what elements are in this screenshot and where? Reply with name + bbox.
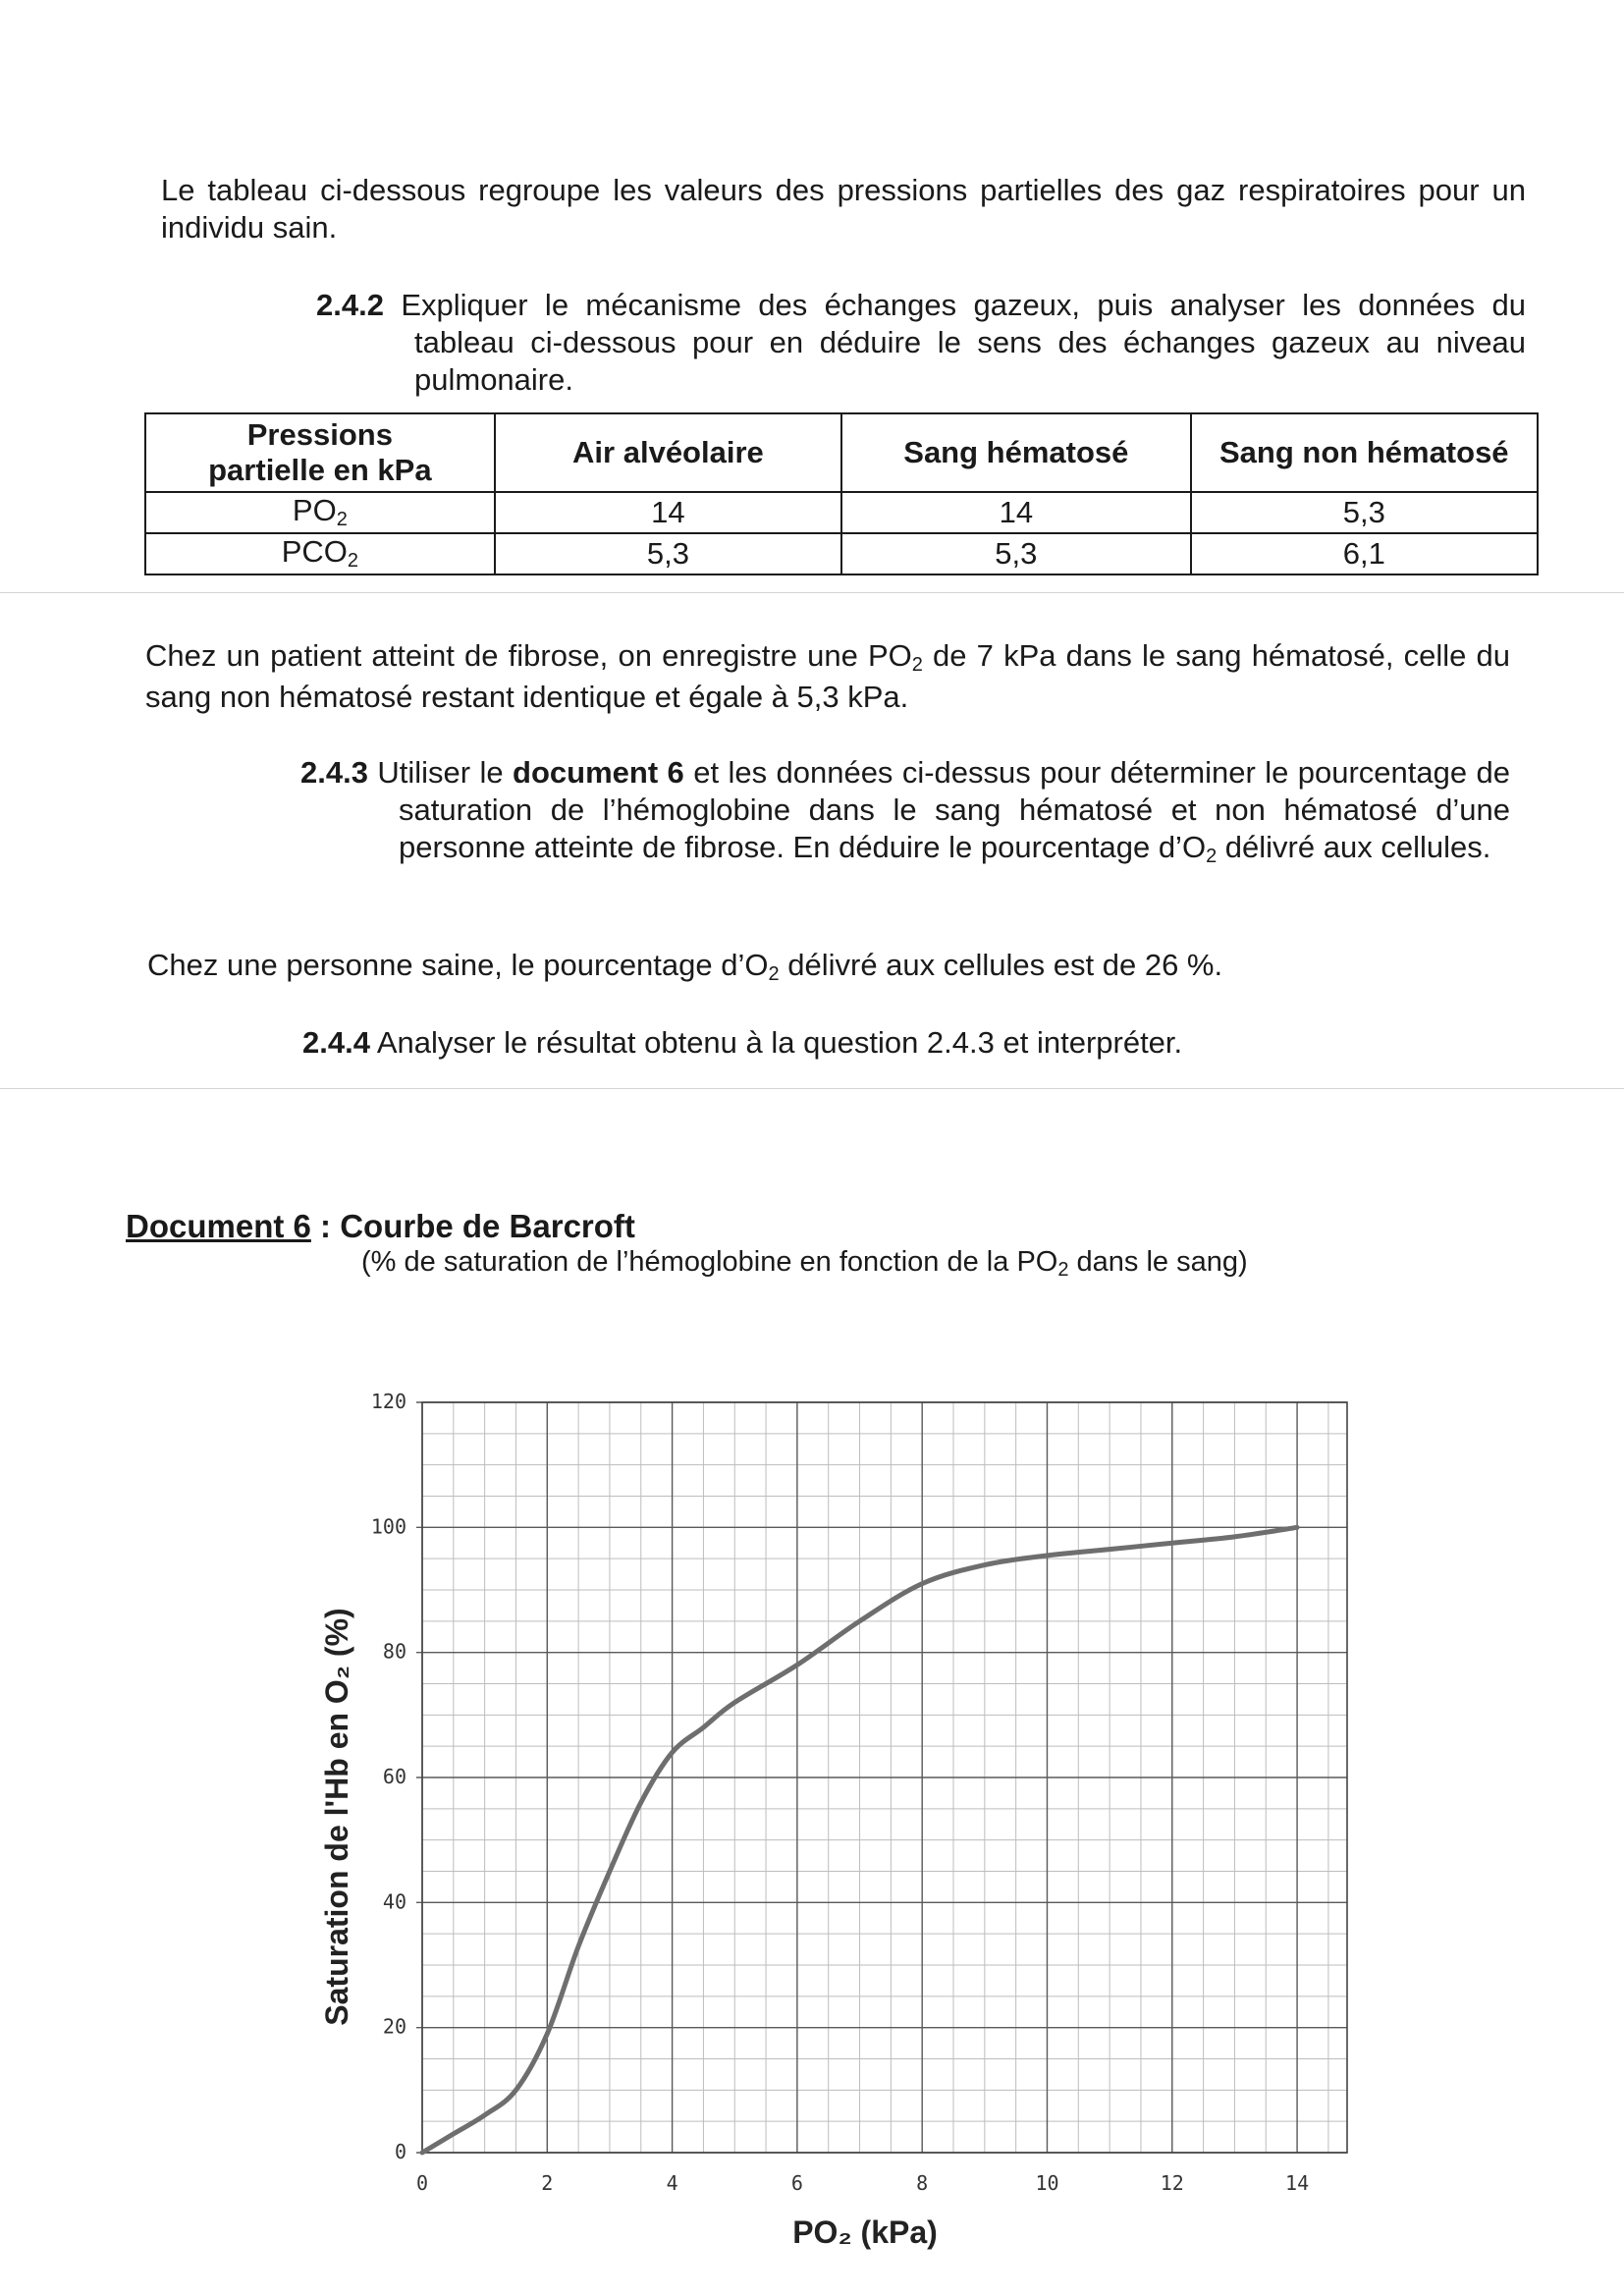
- x-tick-label: 10: [1035, 2171, 1059, 2195]
- y-tick-label: 80: [382, 1639, 406, 1664]
- x-tick-label: 8: [916, 2171, 929, 2195]
- x-tick-label: 12: [1160, 2171, 1184, 2195]
- x-tick-label: 14: [1285, 2171, 1310, 2195]
- table-cell: 5,3: [1191, 492, 1538, 533]
- y-tick-label: 120: [370, 1390, 406, 1413]
- y-tick-label: 100: [370, 1514, 406, 1539]
- table-cell: 5,3: [495, 533, 841, 574]
- x-tick-label: 0: [415, 2171, 429, 2195]
- y-tick-label: 0: [394, 2140, 406, 2163]
- y-axis-label: Saturation de l'Hb en O₂ (%): [319, 1608, 354, 2026]
- table-cell: 14: [841, 492, 1190, 533]
- page-divider: [0, 592, 1624, 593]
- x-axis-label: PO₂ (kPa): [792, 2214, 938, 2250]
- column-header: Air alvéolaire: [495, 413, 841, 492]
- barcroft-chart: [295, 1375, 1375, 2259]
- y-tick-label: 40: [382, 1889, 406, 1914]
- table-cell: 5,3: [841, 533, 1190, 574]
- fibrose-text: Chez un patient atteint de fibrose, on enregistre une PO2 de 7 kPa dans le sang hématosé, celle du sang non hématosé restant identique et égale à 5,3 kPa.: [145, 638, 1510, 714]
- row-label: PO2: [145, 492, 495, 533]
- chart-grid: [416, 1402, 1347, 2153]
- document-reference: document 6: [513, 755, 684, 790]
- y-tick-label: 20: [382, 2014, 406, 2039]
- question-number: 2.4.3: [300, 755, 368, 790]
- table-cell: 14: [495, 492, 841, 533]
- table-header-row: [145, 413, 1538, 492]
- partial-pressure-table: [144, 412, 1539, 575]
- document-6-title: Document 6 : Courbe de Barcroft: [126, 1208, 635, 1244]
- y-tick-label: 60: [382, 1765, 406, 1788]
- question-number: 2.4.2: [316, 288, 384, 322]
- question-text: Expliquer le mécanisme des échanges gazeux, puis analyser les données du tableau ci-dessous pour en déduire le sens des échanges gazeux au niveau pulmonaire.: [401, 288, 1526, 397]
- table-row: [145, 492, 1538, 533]
- document-6-subtitle: (% de saturation de l’hémoglobine en fonction de la PO2 dans le sang): [361, 1246, 1248, 1281]
- x-tick-label: 2: [541, 2171, 554, 2195]
- intro-text: Le tableau ci-dessous regroupe les valeurs des pressions partielles des gaz respiratoires pour un individu sain.: [161, 173, 1526, 245]
- x-tick-label: 6: [790, 2171, 803, 2195]
- row-label: PCO2: [145, 533, 495, 574]
- column-header: Pressions partielle en kPa: [145, 413, 495, 492]
- healthy-person-text: Chez une personne saine, le pourcentage d’O2 délivré aux cellules est de 26 %.: [147, 948, 1223, 985]
- table-cell: 6,1: [1191, 533, 1538, 574]
- page-divider: [0, 1088, 1624, 1089]
- table-row: [145, 533, 1538, 574]
- question-2-4-3: 2.4.3 Utiliser le document 6 et les données ci-dessus pour déterminer le pourcentage de saturation de l’hémoglobine dans le sang hématosé et non hématosé d’une personne atteinte de fibrose. En déduire le pourcentage d’O2 délivré aux cellules.: [300, 755, 1510, 867]
- column-header: Sang hématosé: [841, 413, 1190, 492]
- tick-labels: [371, 1390, 1309, 2195]
- x-tick-label: 4: [666, 2171, 678, 2195]
- question-text: Analyser le résultat obtenu à la question 2.4.3 et interpréter.: [376, 1025, 1183, 1060]
- question-2-4-2: [316, 287, 1526, 399]
- question-2-4-4: [302, 1024, 1512, 1062]
- column-header: Sang non hématosé: [1191, 413, 1538, 492]
- question-number: 2.4.4: [302, 1025, 370, 1060]
